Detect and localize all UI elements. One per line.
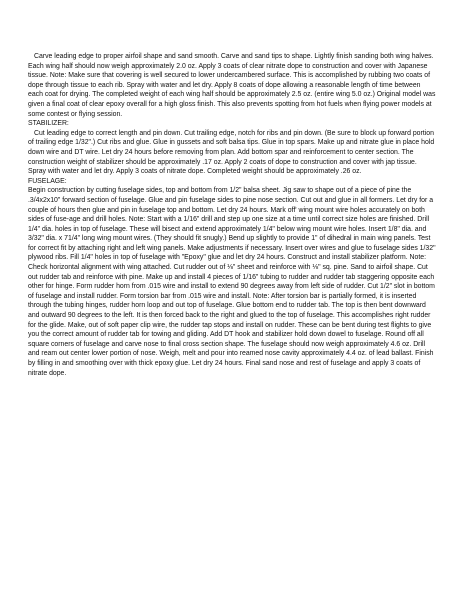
fuselage-paragraph: Begin construction by cutting fuselage sides, top and bottom from 1/2" balsa sheet. Jig saw to shape out of a piece of pine the .3/4x2x10" forward section of fuselage. Glue and pin fuselage sides to pine nose section. Cut out and glue in all formers. Let dry for a couple of hours then glue and pin in fuselage top and bottom. Let dry 24 hours. Mark off' wing mount wire holes accurately on both sides of fuse-age and drill holes. Note: Start with a 1/16" drill and step up one size at a time until correct size holes are finished. Drill 1/4" dia. holes in top of fuselage. These will bisect and extend approximately 1/4" below wing mount wire holes. Insert 1/8" dia. and 3/32" dia. x 71/4" long wing mount wires. (They should fit snugly.) Bend up slightly to provide 1" of dihedral in main wing panels. Test for correct fit by attaching right and left wing panels. Make adjustments if necessary. Insert over wires and glue to fuselage sides 1/32" plywood ribs. Fill 1/4" holes in top of fuselage with "Epoxy" glue and let dry 24 hours. Construct and install stabilizer platform. Note: Check horizontal alignment with wing attached. Cut rudder out of ⅛" sheet and reinforce with ⅛" sq. pine. Sand to airfoil shape. Cut out rudder tab and reinforce with pine. Make up and install 4 pieces of 1/16" tubing to rudder and rudder tab staggering opposite each other for hinge. Form rudder horn from .015 wire and install to extend 90 degrees away from left side of rudder. Cut 1/2" slot in bottom of fuselage and install rudder. Form torsion bar from .015 wire and install. Note: After torsion bar is partially formed, it is inserted through the tubing hinges, rudder horn loop and out top of fuselage. Glue bottom end to rudder tab. The top is then bent downward and outward 90 degrees to the left. It is then forced back to the right and glued to the top of fuselage. This accomplishes right rudder for the glide. Make, out of soft paper clip wire, the rudder tap stops and install on rudder. These can be bent during test flights to give you the correct amount of rudder tab for towing and gliding. Add DT hook and stabilizer hold down dowel to fuselage. Round off all square corners of fuselage and carve nose to final cross section shape. The fuselage should now weigh approximately 4.6 oz. Drill and ream out center lower portion of nose. Weigh, melt and pour into reamed nose cavity approximately 4.4 oz. of lead ballast. Finish by filling in and smoothing over with thick epoxy glue. Let dry 24 hours. Final sand nose and rest of fuselage and apply 3 coats of nitrate dope. [28, 187, 436, 377]
fuselage-heading: FUSELAGE: [28, 177, 67, 185]
stabilizer-heading: STABILIZER: [28, 120, 69, 128]
document-text [28, 52, 436, 378]
wing-paragraph: Carve leading edge to proper airfoil shape and sand smooth. Carve and sand tips to shape. Lightly finish sanding both wing halves. Each wing half should now weigh approximately 2.0 oz. Apply 3 coats of clear nitrate dope to construction and cover with Japanese tissue. Note: Make sure that covering is well secured to lower undercambered surface. This is accomplished by rubbing two coats of dope through tissue to each rib. Spray with water and let dry. Apply 8 coats of dope allowing a reasonable length of time between each coat for drying. The completed weight of each wing half should be approximately 2.5 oz. (entire wing 5.0 oz.) Original model was given a final coat of clear epoxy overall for a high gloss finish. This also prevents spotting from hot fuels when flying power models at some contest or flying session. [28, 53, 436, 118]
stabilizer-paragraph: Cut leading edge to correct length and pin down. Cut trailing edge, notch for ribs and pin down. (Be sure to block up forward portion of trailing edge 1/32".) Cut ribs and glue. Glue in gussets and soft balsa tips. Glue in top spars. Make up and nitrate glue in place hold down wire and DT wire. Let dry 24 hours before removing from plan. Add bottom spar and reinforcement to center section. The construction weight of stabilizer should be approximately .17 oz. Apply 2 coats of dope to construction and cover with jap tissue. Spray with water and let dry. Apply 3 coats of nitrate dope. Completed weight should be approximately .26 oz. [28, 129, 435, 176]
